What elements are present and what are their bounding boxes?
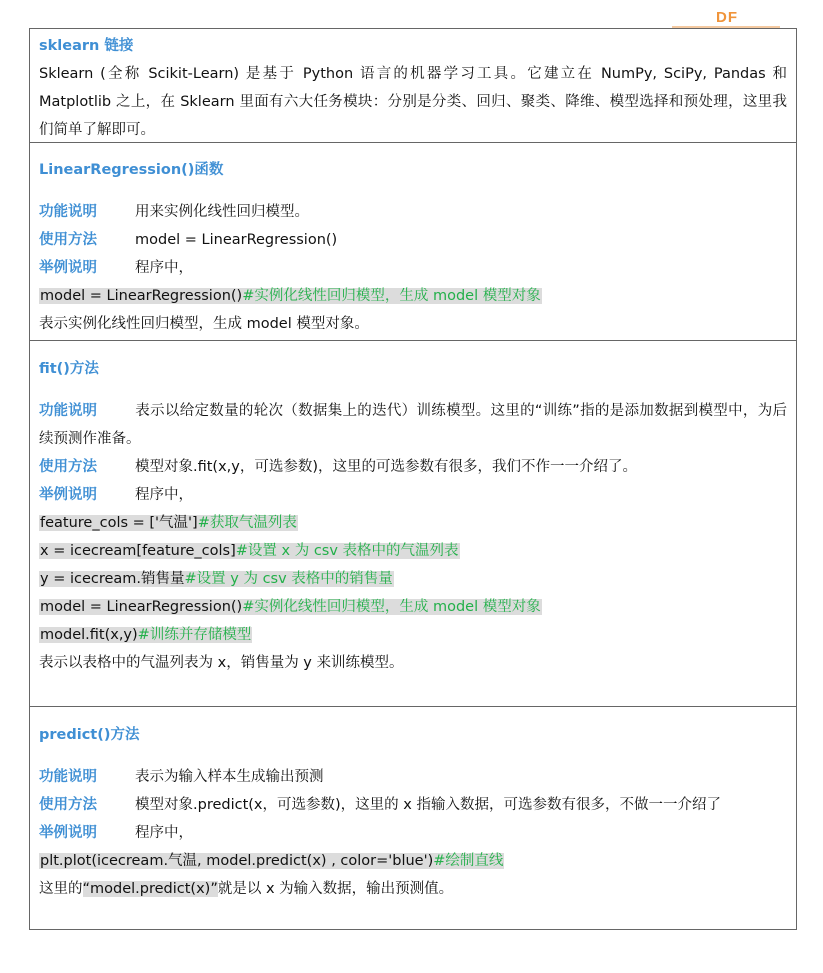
example-row (39, 819, 787, 847)
example-text: 程序中， (135, 260, 193, 276)
use-row (39, 226, 787, 254)
example-row (39, 481, 787, 509)
section-title: LinearRegression()函数 (39, 162, 224, 178)
section-linear-regression (30, 142, 796, 340)
use-row (39, 791, 787, 819)
example-text: 程序中， (135, 487, 193, 503)
section-sklearn (30, 29, 796, 142)
example-label: 举例说明 (39, 487, 97, 503)
code-statement: x = icecream[feature_cols] (40, 543, 236, 559)
code-comment: #实例化线性回归模型，生成 model 模型对象 (242, 288, 541, 304)
code-text (39, 571, 394, 587)
code-line (39, 282, 787, 310)
code-statement: plt.plot(icecream.气温, model.predict(x) , color='blue') (40, 853, 434, 869)
code-line (39, 565, 787, 593)
use-text: 模型对象.predict(x，可选参数)，这里的 x 指输入数据，可选参数有很多，不做一一介绍了 (135, 797, 721, 813)
code-comment: #设置 y 为 csv 表格中的销售量 (184, 571, 393, 587)
func-row (39, 198, 787, 226)
example-row (39, 254, 787, 282)
code-text (39, 853, 504, 869)
summary-post: 就是以 x 为输入数据，输出预测值。 (217, 881, 454, 897)
func-text: 用来实例化线性回归模型。 (135, 204, 309, 220)
code-statement: feature_cols = ['气温'] (40, 515, 198, 531)
section-fit (30, 340, 796, 706)
section-title: predict()方法 (39, 727, 140, 743)
code-text (39, 288, 542, 304)
code-statement: model = LinearRegression() (40, 599, 243, 615)
content-table (29, 28, 797, 930)
use-label: 使用方法 (39, 459, 97, 475)
summary-pre: 这里的 (39, 881, 83, 897)
func-text: 表示为输入样本生成输出预测 (135, 769, 324, 785)
section-text: Sklearn (全称 Scikit-Learn) 是基于 Python 语言的机器学习工具。它建立在 NumPy, SciPy, Pandas 和 Matplotlib 之上，在 Sklearn 里面有六大任务模块：分别是分类、回归、聚类、降维、模型选择和预处理，这里我们简单了解即可。 (39, 66, 787, 138)
use-text: 模型对象.fit(x,y，可选参数)，这里的可选参数有很多，我们不作一一介绍了。 (135, 459, 638, 475)
df-logo: DF (716, 9, 738, 26)
code-statement: y = icecream.销售量 (40, 571, 185, 587)
code-comment: #设置 x 为 csv 表格中的气温列表 (235, 543, 459, 559)
code-text (39, 599, 542, 615)
example-text: 程序中， (135, 825, 193, 841)
code-line (39, 593, 787, 621)
code-text (39, 543, 460, 559)
code-comment: #训练并存储模型 (137, 627, 252, 643)
code-line (39, 621, 787, 649)
summary-text: 表示实例化线性回归模型，生成 model 模型对象。 (39, 316, 369, 332)
func-label: 功能说明 (39, 769, 97, 785)
code-comment: #实例化线性回归模型，生成 model 模型对象 (242, 599, 541, 615)
func-row (39, 763, 787, 791)
code-line (39, 847, 787, 875)
func-row (39, 397, 787, 453)
example-label: 举例说明 (39, 825, 97, 841)
code-comment: #获取气温列表 (197, 515, 297, 531)
func-label: 功能说明 (39, 403, 97, 419)
code-statement: model.fit(x,y) (40, 627, 138, 643)
func-label: 功能说明 (39, 204, 97, 220)
use-row (39, 453, 787, 481)
use-label: 使用方法 (39, 232, 97, 248)
use-label: 使用方法 (39, 797, 97, 813)
code-statement: model = LinearRegression() (40, 288, 243, 304)
section-predict (30, 706, 796, 929)
summary-code: “model.predict(x)” (82, 881, 218, 897)
code-text (39, 515, 298, 531)
example-label: 举例说明 (39, 260, 97, 276)
code-comment: #绘制直线 (433, 853, 504, 869)
code-line (39, 537, 787, 565)
use-text: model = LinearRegression() (135, 232, 338, 248)
code-text (39, 627, 252, 643)
summary-text: 表示以表格中的气温列表为 x，销售量为 y 来训练模型。 (39, 655, 404, 671)
section-title: fit()方法 (39, 361, 99, 377)
section-title: sklearn 链接 (39, 38, 134, 54)
code-line (39, 509, 787, 537)
func-text: 表示以给定数量的轮次（数据集上的迭代）训练模型。这里的“训练”指的是添加数据到模型中，为后续预测作准备。 (39, 403, 787, 447)
summary-row (39, 875, 787, 903)
